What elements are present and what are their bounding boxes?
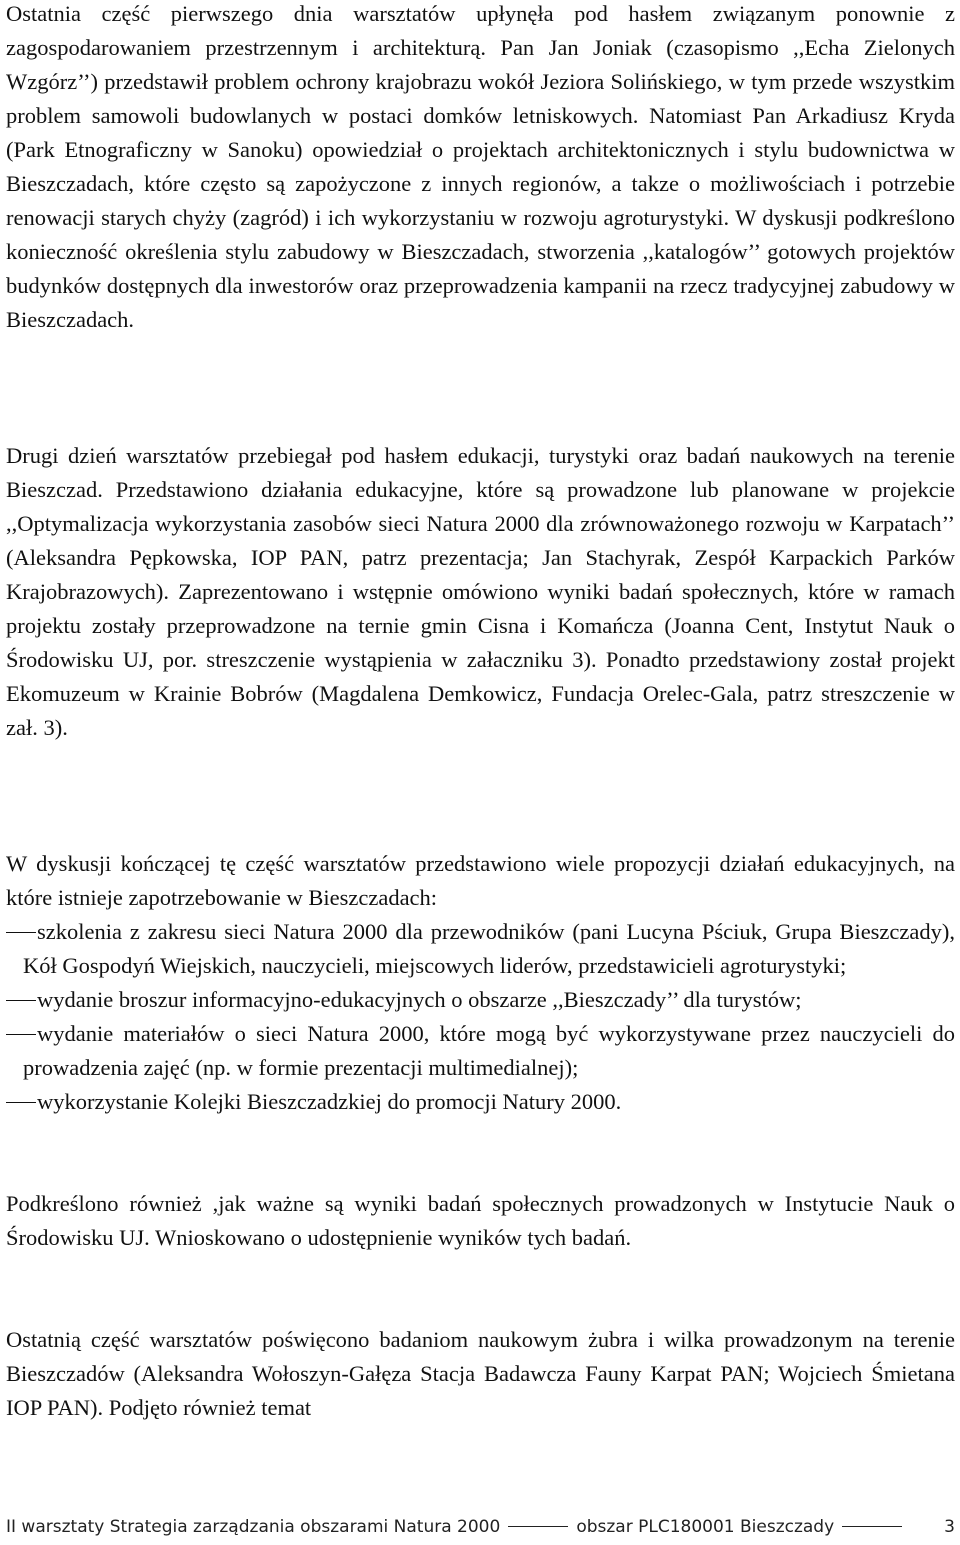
paragraph-discussion-intro: W dyskusji kończącej tę część warsztatów przedstawiono wiele propozycji działań edukacyjnych, na które istnieje zapotrzebowanie w Bieszczadach: <box>6 851 955 910</box>
paragraph-second-day: Drugi dzień warsztatów przebiegał pod hasłem edukacji, turystyki oraz badań naukowych na terenie Bieszczad. Przedstawiono działania edukacyjne, które są prowadzone lub planowane w projekcie ,,Optymalizacja wykorzystania zasobów sieci Natura 2000 dla zrównoważonego rozwoju w Karpatach’’ (Aleksandra Pępkowska, IOP PAN, patrz prezentacja; Jan Stachyrak, Zespół Karpackich Parków Krajobrazowych). Zaprezentowano i wstępnie omówiono wyniki badań społecznych, które w ramach projektu zostały przeprowadzone na ternie gmin Cisna i Komańcza (Joanna Cent, Instytut Nauk o Środowisku UJ, por. streszczenie wystąpienia w załaczniku 3). Ponadto przedstawiony został projekt Ekomuzeum w Krainie Bobrów (Magdalena Demkowicz, Fundacja Orelec-Gala, patrz streszczenie w zał. 3). <box>6 443 955 740</box>
footer-divider <box>842 1526 902 1527</box>
list-item <box>6 983 955 1017</box>
dash-bullet-icon <box>6 1034 36 1035</box>
footer-site-name: obszar PLC180001 Bieszczady <box>576 1517 835 1537</box>
list-item-text: wykorzystanie Kolejki Bieszczadzkiej do promocji Natury 2000. <box>37 1089 622 1114</box>
paragraph-research-results: Podkreślono również ,jak ważne są wyniki badań społecznych prowadzonych w Instytucie Nauk o Środowisku UJ. Wnioskowano o udostępnienie wyników tych badań. <box>6 1191 955 1250</box>
paragraph-bison-wolf: Ostatnią część warsztatów poświęcono badaniom naukowym żubra i wilka prowadzonym na terenie Bieszczadów (Aleksandra Wołoszyn-Gałęza Stacja Badawcza Fauny Karpat PAN; Wojciech Śmietana IOP PAN). Podjęto również temat <box>6 1327 955 1420</box>
dash-bullet-icon <box>6 1000 36 1001</box>
list-item-text: wydanie broszur informacyjno-edukacyjnych o obszarze ,,Bieszczady’’ dla turystów; <box>37 987 802 1012</box>
dash-bullet-icon <box>6 1102 36 1103</box>
list-item <box>6 915 955 983</box>
paragraph-architecture: Ostatnia część pierwszego dnia warsztatów upłynęła pod hasłem związanym ponownie z zagospodarowaniem przestrzennym i architekturą. Pan Jan Joniak (czasopismo ,,Echa Zielonych Wzgórz’’) przedstawił problem ochrony krajobrazu wokół Jeziora Solińskiego, w tym przede wszystkim problem samowoli budowlanych w postaci domków letniskowych. Natomiast Pan Arkadiusz Kryda (Park Etnograficzny w Sanoku) opowiedział o projektach architektonicznych i stylu budownictwa w Bieszczadach, które często są zapożyczone z innych regionów, a takze o możliwościach i potrzebie renowacji starych chyży (zagród) i ich wykorzystaniu w rozwoju agroturystyki. W dyskusji podkreślono konieczność określenia stylu zabudowy w Bieszczadach, stworzenia ,,katalogów’’ gotowych projektów budynków dostępnych dla inwestorów oraz przeprowadzenia kampanii na rzecz tradycyjnej zabudowy w Bieszczadach. <box>6 1 955 332</box>
list-item <box>6 1017 955 1085</box>
list-item-text: wydanie materiałów o sieci Natura 2000, które mogą być wykorzystywane przez nauczycieli do prowadzenia zajęć (np. w formie prezentacji multimedialnej); <box>23 1021 955 1080</box>
proposals-list <box>6 915 955 1119</box>
list-item <box>6 1085 955 1119</box>
dash-bullet-icon <box>6 932 36 933</box>
page-number: 3 <box>944 1517 955 1537</box>
footer-title: II warsztaty Strategia zarządzania obszarami Natura 2000 <box>6 1517 501 1537</box>
list-item-text: szkolenia z zakresu sieci Natura 2000 dla przewodników (pani Lucyna Pściuk, Grupa Bieszczady), Kół Gospodyń Wiejskich, nauczycieli, miejscowych liderów, przedstawicieli agroturystyki; <box>23 919 955 978</box>
page-footer <box>6 1517 955 1537</box>
footer-divider <box>508 1526 568 1527</box>
